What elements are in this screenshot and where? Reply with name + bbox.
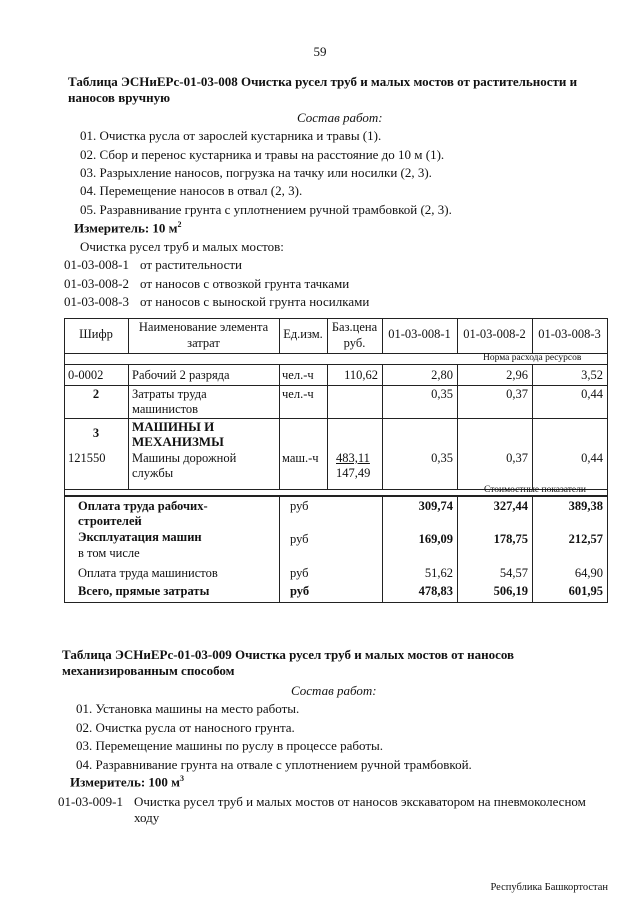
row-value-2: 0,37 (506, 387, 528, 401)
cost-unit: руб (290, 584, 310, 598)
table-title-line-1: Таблица ЭСНиЕРс-01-03-008 Очистка русел труб и малых мостов от растительности и (68, 74, 578, 89)
cost-section-label: Стоимостные показатели (484, 485, 586, 495)
work-item: 03. Перемещение машины по руслу в процессе работы. (76, 738, 383, 753)
row-code: 3 (92, 426, 100, 440)
cost-value-2: 327,44 (493, 499, 528, 513)
measurement-unit-label: Измеритель: 100 м (70, 774, 181, 790)
cost-name-line-2: строителей (78, 514, 142, 528)
variant-code: 01-03-008-3 (64, 294, 129, 309)
section-title-line-2: МЕХАНИЗМЫ (132, 434, 224, 449)
measurement-unit (70, 774, 184, 790)
row-value-1: 0,35 (431, 451, 453, 465)
measurement-unit-exponent: 3 (180, 774, 185, 783)
work-composition-heading: Состав работ: (297, 110, 383, 125)
row-price-line-1: 483,11 (336, 451, 370, 465)
row-name-line-2: машинистов (132, 402, 199, 416)
row-price-line-2: 147,49 (336, 466, 371, 480)
cost-unit: руб (290, 499, 309, 513)
cost-value-3: 389,38 (568, 499, 603, 513)
work-item: 03. Разрыхление наносов, погрузка на тачку или носилки (2, 3). (80, 165, 432, 180)
cost-value-3: 64,90 (574, 566, 603, 580)
variant-text: от наносов с отвозкой грунта тачками (140, 276, 350, 291)
row-unit: чел.-ч (282, 387, 314, 401)
work-item: 02. Очистка русла от наносного грунта. (76, 720, 295, 735)
cost-unit: руб (290, 566, 309, 580)
table-title-line-2: механизированным способом (62, 663, 235, 678)
section-title-line-1: МАШИНЫ И (132, 419, 215, 434)
header-name-line-2: затрат (187, 336, 220, 350)
page-number: 59 (313, 44, 327, 59)
header-unit: Ед.изм. (283, 327, 323, 341)
row-value-2: 0,37 (506, 451, 528, 465)
cost-total-value-2: 506,19 (493, 584, 528, 598)
cost-value-3: 212,57 (568, 532, 603, 546)
resource-table (64, 318, 608, 603)
row-name: Рабочий 2 разряда (132, 368, 230, 382)
header-price-line-1: Баз.цена (331, 320, 378, 334)
work-composition-heading: Состав работ: (291, 683, 377, 698)
row-price: 110,62 (344, 368, 378, 382)
header-name-line-1: Наименование элемента (138, 320, 269, 334)
work-item: 04. Перемещение наносов в отвал (2, 3). (80, 183, 303, 198)
cost-value-1: 51,62 (424, 566, 453, 580)
cost-total-value-1: 478,83 (418, 584, 453, 598)
variant-code: 01-03-009-1 (58, 794, 123, 809)
row-name-line-1: Машины дорожной (132, 451, 237, 465)
row-unit: чел.-ч (282, 368, 314, 382)
row-value-1: 2,80 (431, 368, 453, 382)
work-item: 01. Установка машины на место работы. (76, 701, 300, 716)
variant-text: от наносов с выноской грунта носилками (140, 294, 370, 309)
row-value-3: 0,44 (581, 451, 603, 465)
work-item: 05. Разравнивание грунта с уплотнением ручной трамбовкой (2, 3). (80, 202, 452, 217)
cost-value-2: 178,75 (493, 532, 528, 546)
row-code: 121550 (68, 451, 106, 465)
cost-total-name: Всего, прямые затраты (78, 584, 210, 598)
cost-name: Оплата труда машинистов (78, 566, 218, 580)
table-title (62, 647, 582, 679)
table-title-line-2: наносов вручную (68, 90, 171, 105)
row-name-line-2: службы (132, 466, 174, 480)
cost-total-value-3: 601,95 (568, 584, 603, 598)
cost-unit: руб (290, 532, 309, 546)
work-item: 02. Сбор и перенос кустарника и травы на расстояние до 10 м (1). (80, 147, 445, 162)
cost-value-1: 169,09 (418, 532, 453, 546)
row-name-line-1: Затраты труда (132, 387, 207, 401)
variant-text: от растительности (140, 257, 242, 272)
header-price-line-2: руб. (343, 336, 366, 350)
cost-name-line-1: Оплата труда рабочих- (78, 499, 208, 513)
row-value-3: 0,44 (581, 387, 603, 401)
cost-subheading: в том числе (78, 546, 140, 560)
header-column-1: 01-03-008-1 (388, 327, 451, 341)
measurement-unit-label: Измеритель: 10 м (74, 220, 178, 236)
header-code: Шифр (79, 327, 113, 341)
norm-section-label: Норма расхода ресурсов (483, 353, 582, 363)
work-item: 04. Разравнивание грунта на отвале с уплотнением ручной трамбовкой. (76, 757, 472, 772)
footer-region: Республика Башкортостан (490, 882, 608, 893)
measurement-unit (74, 220, 182, 236)
cost-value-2: 54,57 (499, 566, 528, 580)
work-item: 01. Очистка русла от зарослей кустарника и травы (1). (80, 128, 382, 143)
table-title-line-1: Таблица ЭСНиЕРс-01-03-009 Очистка русел труб и малых мостов от наносов (62, 647, 515, 662)
variant-text-line-1: Очистка русел труб и малых мостов от наносов экскаватором на пневмоколесном (134, 794, 586, 809)
variant-code: 01-03-008-2 (64, 276, 129, 291)
row-value-3: 3,52 (581, 368, 603, 382)
row-code: 0-0002 (68, 368, 104, 382)
cost-value-1: 309,74 (418, 499, 453, 513)
header-column-2: 01-03-008-2 (463, 327, 526, 341)
variant-text-line-2: ходу (134, 810, 160, 825)
table-title (68, 74, 588, 106)
row-unit: маш.-ч (282, 451, 319, 465)
cost-name: Эксплуатация машин (78, 530, 202, 544)
row-code: 2 (92, 387, 100, 401)
row-value-2: 2,96 (506, 368, 528, 382)
header-column-3: 01-03-008-3 (538, 327, 601, 341)
variant-code: 01-03-008-1 (64, 257, 129, 272)
variants-intro: Очистка русел труб и малых мостов: (80, 239, 284, 254)
measurement-unit-exponent: 2 (177, 220, 182, 229)
row-value-1: 0,35 (431, 387, 453, 401)
